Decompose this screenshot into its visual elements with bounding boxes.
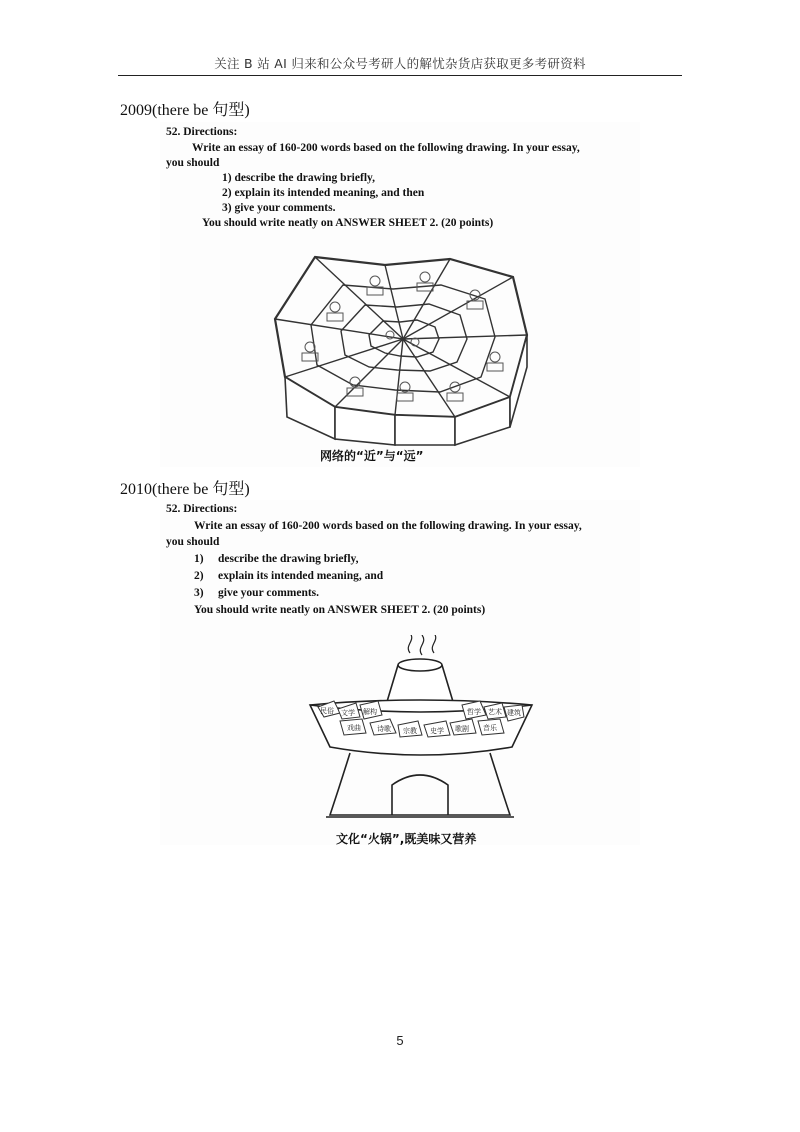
- directions-line: describe the drawing briefly,: [218, 553, 359, 565]
- pot-label: 艺术: [488, 708, 502, 716]
- figure-caption: 文化“火锅”,既美味又营养: [336, 832, 477, 846]
- scan-2010: [160, 500, 640, 845]
- page-header: 关注 B 站 AI 归来和公众号考研人的解忧杂货店获取更多考研资料: [214, 56, 586, 71]
- directions-heading: 52. Directions:: [166, 503, 238, 515]
- directions-line: you should: [166, 536, 220, 548]
- directions-number: 3): [194, 587, 204, 599]
- directions-line: 2) explain its intended meaning, and then: [222, 187, 425, 199]
- directions-line: Write an essay of 160-200 words based on the following drawing. In your essay,: [194, 520, 582, 532]
- directions-number: 2): [194, 570, 204, 582]
- pot-label: 诗歌: [377, 725, 391, 733]
- directions-line: Write an essay of 160-200 words based on the following drawing. In your essay,: [192, 142, 580, 154]
- pot-label: 宗教: [403, 727, 417, 735]
- directions-line: 3) give your comments.: [222, 202, 336, 214]
- spider-web-drawing: [265, 247, 535, 447]
- section-title-2010: 2010(there be 句型): [120, 481, 250, 498]
- pot-label: 文学: [341, 709, 355, 717]
- page-number: 5: [396, 1033, 404, 1048]
- pot-label: 民俗: [320, 707, 334, 715]
- pot-label: 音乐: [483, 724, 497, 732]
- directions-line: you should: [166, 157, 220, 169]
- pot-label: 歌剧: [455, 725, 469, 733]
- pot-label: 史学: [430, 727, 444, 735]
- pot-label: 哲学: [467, 708, 481, 716]
- directions-line: You should write neatly on ANSWER SHEET 2. (20 points): [202, 217, 494, 229]
- hot-pot-drawing: [300, 635, 540, 835]
- directions-heading: 52. Directions:: [166, 126, 238, 138]
- directions-line: give your comments.: [218, 587, 320, 599]
- directions-number: 1): [194, 553, 204, 565]
- directions-line: You should write neatly on ANSWER SHEET 2. (20 points): [194, 604, 486, 616]
- figure-caption: 网络的“近”与“远”: [320, 449, 424, 463]
- scan-2009: [160, 122, 640, 467]
- pot-label: 建筑: [507, 709, 521, 717]
- pot-label: 戏曲: [347, 724, 361, 732]
- section-title-2009: 2009(there be 句型): [120, 102, 250, 119]
- directions-line: 1) describe the drawing briefly,: [222, 172, 375, 184]
- pot-label: 解构: [363, 708, 377, 716]
- directions-line: explain its intended meaning, and: [218, 570, 384, 582]
- header-rule: [118, 75, 682, 76]
